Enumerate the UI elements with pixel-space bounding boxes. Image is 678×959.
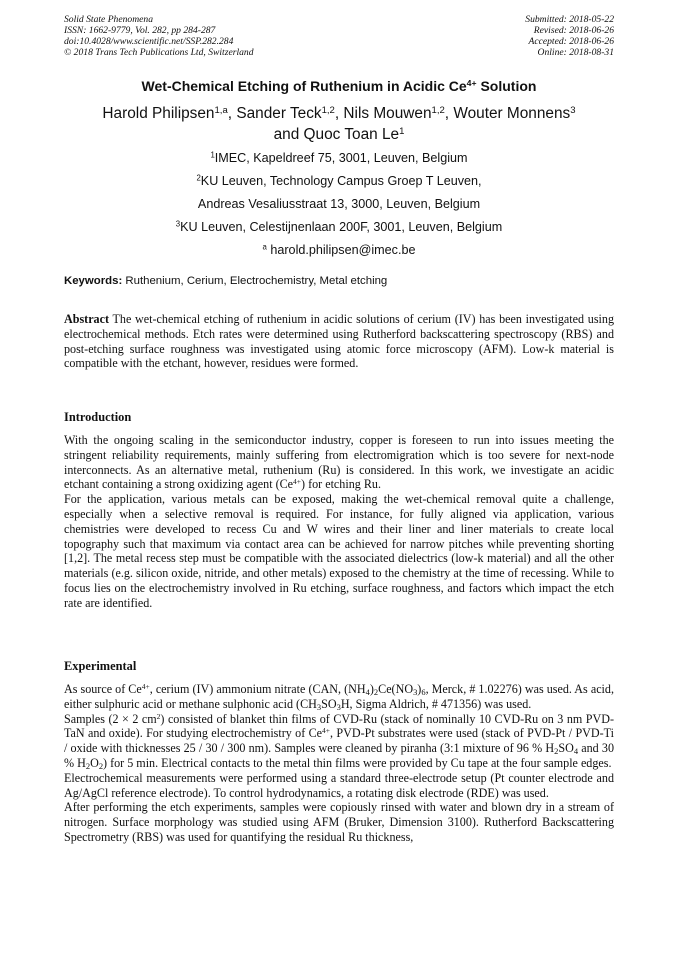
author-name: Sander Teck [236,105,322,122]
author-name: Nils Mouwen [343,105,432,122]
section-heading-introduction: Introduction [64,410,132,424]
paragraph: After performing the etch experiments, samples were copiously rinsed with water and blown dry in a stream of nitrogen. Surface morphology was studied using AFM (Bruker, Dimension 3100). Rutherford Backscattering Spectrometry (RBS) was used for quantifying the residual Ru thickness, [64,800,614,844]
submitted-date: Submitted: 2018-05-22 [525,14,614,25]
author-name: Harold Philipsen [102,105,215,122]
author-email[interactable]: harold.philipsen@imec.be [266,243,416,257]
keywords [64,275,614,287]
doi-line: doi:10.4028/www.scientific.net/SSP.282.284 [64,36,234,47]
affiliation-line: $^2$KU Leuven, Technology Campus Groep T Leuven, [196,173,482,188]
accepted-date: Accepted: 2018-06-26 [528,36,614,47]
online-date: Online: 2018-08-31 [537,47,614,58]
affiliations [0,147,678,262]
author-affiliation-mark: 1 [399,125,405,137]
title-tail: Solution [476,78,537,94]
paragraph: Electrochemical measurements were performed using a standard three-electrode setup (Pt counter electrode and Ag/AgCl reference electrode). To control hydrodynamics, a rotating disk electrode (RDE) was used. [64,770,614,800]
paragraph: With the ongoing scaling in the semiconductor industry, copper is foreseen to run into issues meeting the stringent reliability requirements, mainly suffering from electromigration which is too severe for next-node interconnects. As an alternative metal, ruthenium (Ru) is considered. In this work, we investigate an acidic etchant containing a strong oxidizing agent $(Ce^{4+})$ for etching Ru. [64,433,614,492]
author-name: and Quoc Toan Le [273,126,400,143]
affiliation-line: Andreas Vesaliusstraat 13, 3000, Leuven, Belgium [197,197,481,211]
email-line: $^a$ harold.philipsen@imec.be [262,242,416,257]
paragraph: Samples (2 × 2 $cm^2$) consisted of blanket thin films of CVD-Ru (stack of nominally 10 CVD-Ru on 3 nm PVD-TaN and oxide). For studying electrochemistry of $Ce^{4+}$, PVD-Pt substrates were used (stack of PVD-Pt / PVD-Ti / oxide with thicknesses 25 / 30 / 300 nm). Samples were cleaned by piranha (3:1 mixture of 96 % $H_2SO_4$ and 30 % $H_2O_2$) for 5 min. Electrical contacts to the metal thin films were provided by Cu tape at the four sample edges. [64,711,615,772]
author-list: Harold Philipsen$^{1,a}$, Sander Teck$^{1,2}$, Nils Mouwen$^{1,2}$, Wouter Monnens$^3$ and Quoc Toan Le$^1$ [102,104,576,143]
publication-dates [525,14,614,58]
journal-name: Solid State Phenomena [64,14,153,25]
paper-title [0,78,678,94]
author-name: Wouter Monnens [453,105,571,122]
affiliation-line: $^3$KU Leuven, Celestijnenlaan 200F, 3001, Leuven, Belgium [175,219,503,234]
paragraph: For the application, various metals can be exposed, making the wet-chemical removal quite a challenge, especially when a selective removal is required. For instance, for fully aligned via application, various chemistries were developed to recess Cu and W wires and their liner and liner materials to create local topography such that maximum via contact area can be achieved for narrow pitches while preventing shorting [1,2]. The metal recess step must be compatible with the associated dielectrics (low-k material) and all the other materials (e.g. silicon oxide, nitride, and other metals) exposed to the chemistry at the time of recessing. While to focus lies on the electrochemistry involved in Ru etching, surface roughness, and factors which impact the etch rate are identified. [64,492,614,610]
keywords-label: Keywords: [64,275,123,287]
abstract-text: The wet-chemical etching of ruthenium in acidic solutions of cerium (IV) has been investigated using electrochemical methods. Etch rates were determined using Rutherford backscattering spectroscopy (RBS) and post-etching surface roughness was investigated using atomic force microscopy (AFM). Low-k material is compatible with the etchant, however, residues were formed. [64,312,614,371]
author-affiliation-mark: 1,2 [431,104,445,116]
author-affiliation-mark: 1,2 [321,104,335,116]
journal-info [64,14,254,58]
abstract-label: Abstract [64,312,110,326]
title-superscript: 4+ [466,78,477,89]
keywords-text: Ruthenium, Cerium, Electrochemistry, Metal etching [122,275,388,287]
copyright-line: © 2018 Trans Tech Publications Ltd, Switzerland [64,47,254,58]
introduction-body [64,433,614,611]
experimental-body [64,682,614,845]
title-text: Wet-Chemical Etching of Ruthenium in Acidic Ce [141,78,467,94]
author-affiliation-mark: 1,a [214,104,228,116]
issn-line: ISSN: 1662-9779, Vol. 282, pp 284-287 [64,25,216,36]
paragraph: As source of $Ce^{4+}$, cerium (IV) ammonium nitrate (CAN, $(NH_4)_2Ce(NO_3)_6$, Merck, # 1.02276) was used. As acid, either sulphuric acid or methane sulphonic acid ($CH_3SO_3H$, Sigma Aldrich, # 471356) was used. [64,681,614,712]
section-heading-experimental: Experimental [64,659,137,673]
abstract [64,312,614,371]
author-affiliation-mark: 3 [570,104,576,116]
affiliation-line: $^1$IMEC, Kapeldreef 75, 3001, Leuven, Belgium [210,150,468,165]
revised-date: Revised: 2018-06-26 [533,25,614,36]
